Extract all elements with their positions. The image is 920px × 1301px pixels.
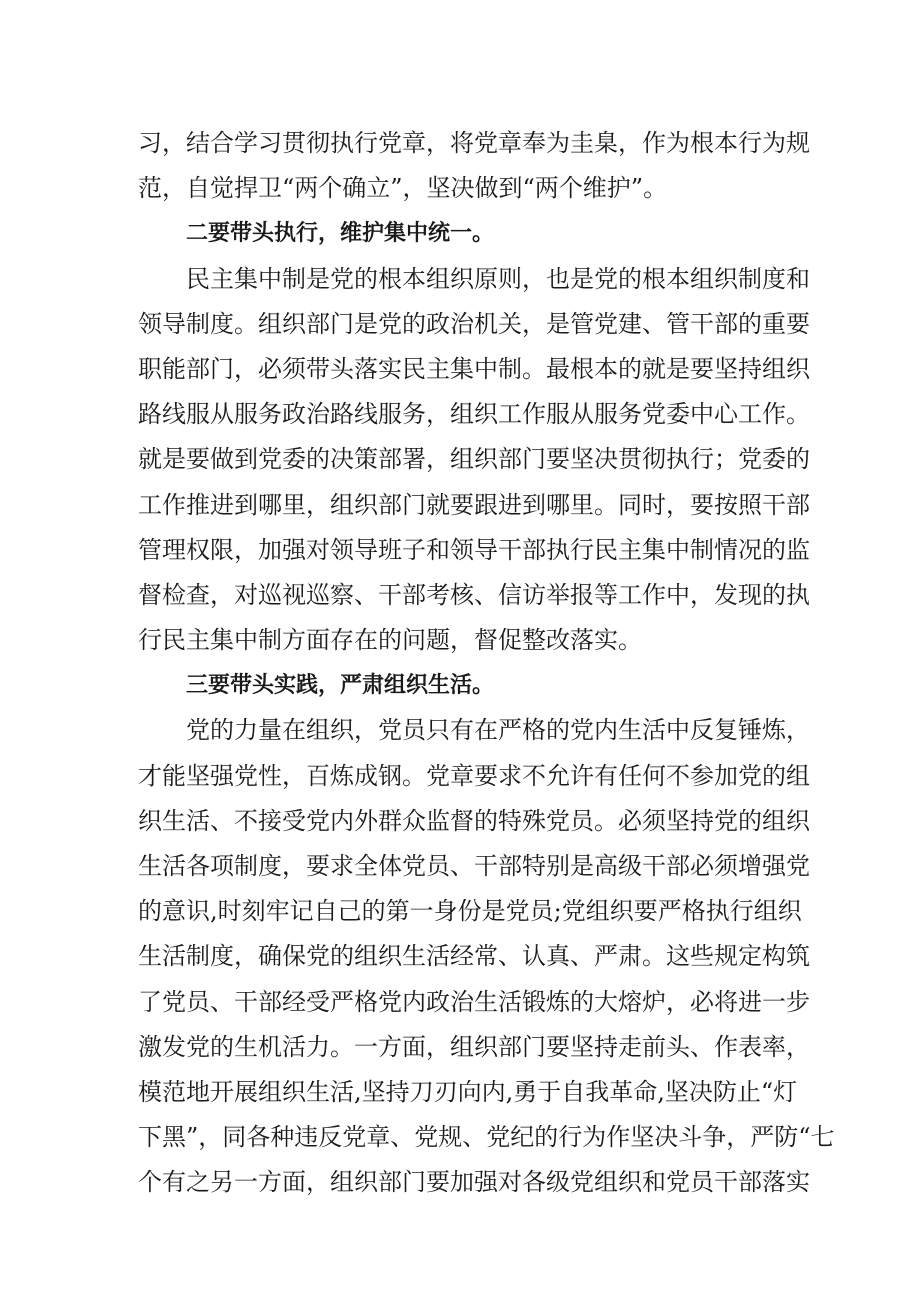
- paragraph-intro: [138, 121, 810, 211]
- text-line: 民主集中制是党的根本组织原则，也是党的根本组织制度和: [186, 264, 810, 293]
- text-line: 路线服从服务政治路线服务，组织工作服从服务党委中心工作。: [138, 400, 810, 429]
- paragraph-2: [138, 257, 810, 664]
- document-body: [138, 121, 835, 1206]
- text-line: 生活制度，确保党的组织生活经常、认真、严肃。这些规定构筑: [138, 942, 810, 971]
- text-line: 的意识,时刻牢记自己的第一身份是党员;党组织要严格执行组织: [138, 897, 802, 926]
- text-line: 行民主集中制方面存在的问题，督促整改落实。: [138, 626, 642, 655]
- text-line: 生活各项制度，要求全体党员、干部特别是高级干部必须增强党: [138, 852, 810, 880]
- text-line: 才能坚强党性，百炼成钢。党章要求不允许有任何不参加党的组: [138, 761, 810, 790]
- text-line: 习，结合学习贯彻执行党章，将党章奉为圭臬，作为根本行为规: [138, 129, 810, 157]
- text-line: 织生活、不接受党内外群众监督的特殊党员。必须坚持党的组织: [138, 806, 810, 835]
- text-line: 就是要做到党委的决策部署，组织部门要坚决贯彻执行；党委的: [138, 445, 810, 474]
- text-line: 督检查，对巡视巡察、干部考核、信访举报等工作中，发现的执: [138, 580, 810, 609]
- section-heading-2: 二要带头执行，维护集中统一。: [186, 221, 495, 247]
- text-line: 管理权限，加强对领导班子和领导干部执行民主集中制情况的监: [138, 535, 810, 564]
- text-line: 了党员、干部经受严格党内政治生活锻炼的大熔炉，必将进一步: [138, 987, 810, 1016]
- text-line: 范，自觉捍卫“两个确立”，坚决做到“两个维护”。: [138, 174, 668, 203]
- paragraph-3: [138, 708, 835, 1205]
- text-line: 下黑”，同各种违反党章、党规、党纪的行为作坚决斗争，严防“七: [138, 1123, 835, 1152]
- text-line: 领导制度。组织部门是党的政治机关，是管党建、管干部的重要: [138, 309, 810, 338]
- text-line: 激发党的生机活力。一方面，组织部门要坚持走前头、作表率，: [138, 1032, 810, 1061]
- section-heading-3: 三要带头实践，严肃组织生活。: [186, 673, 495, 699]
- text-line: 个有之另一方面，组织部门要加强对各级党组织和党员干部落实: [138, 1168, 810, 1197]
- text-line: 党的力量在组织，党员只有在严格的党内生活中反复锤炼，: [186, 716, 810, 745]
- text-line: 模范地开展组织生活,坚持刀刃向内,勇于自我革命,坚决防止“灯: [138, 1077, 798, 1106]
- text-line: 工作推进到哪里，组织部门就要跟进到哪里。同时，要按照干部: [138, 490, 810, 519]
- text-line: 职能部门，必须带头落实民主集中制。最根本的就是要坚持组织: [138, 354, 810, 383]
